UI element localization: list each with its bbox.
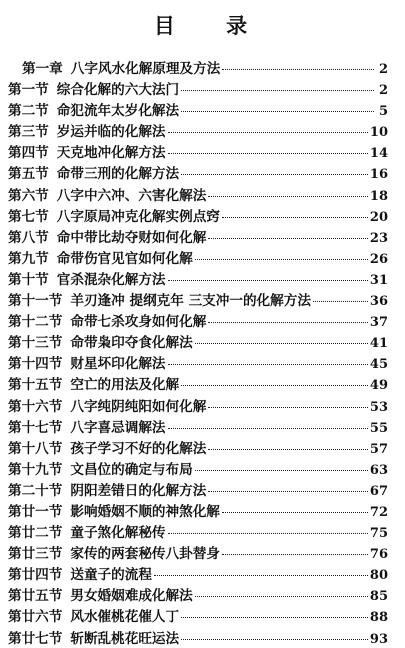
dot-leader bbox=[168, 132, 368, 133]
dot-leader bbox=[208, 449, 368, 450]
toc-entry-page: 14 bbox=[369, 146, 388, 162]
toc-section-entry[interactable] bbox=[8, 521, 388, 542]
dot-leader bbox=[208, 322, 368, 323]
dot-leader bbox=[195, 259, 368, 260]
toc-entry-page: 63 bbox=[369, 462, 388, 478]
toc-entry-number: 第七节 bbox=[8, 208, 49, 225]
toc-entry-page: 41 bbox=[369, 336, 388, 352]
toc-section-entry[interactable] bbox=[8, 226, 388, 247]
toc-entry-title: 影响婚姻不顺的神煞化解 bbox=[70, 503, 220, 520]
toc-chapter-entry[interactable] bbox=[8, 57, 388, 78]
toc-section-entry[interactable] bbox=[8, 584, 388, 605]
toc-entry-title: 命带枭印夺食化解法 bbox=[70, 335, 193, 352]
toc-entry-page: 49 bbox=[369, 378, 388, 394]
dot-leader bbox=[208, 196, 368, 197]
toc-entry-number: 第廿四节 bbox=[8, 567, 63, 584]
toc-entry-page: 75 bbox=[369, 526, 388, 542]
toc-section-entry[interactable] bbox=[8, 162, 388, 183]
toc-entry-title: 命带七杀攻身如何化解 bbox=[70, 314, 207, 331]
dot-leader bbox=[195, 470, 368, 471]
dot-leader bbox=[168, 280, 368, 281]
toc-entry-title: 送童子的流程 bbox=[70, 567, 152, 584]
toc-entry-page: 93 bbox=[369, 631, 388, 647]
toc-entry-page: 45 bbox=[369, 357, 388, 373]
toc-entry-number: 第六节 bbox=[8, 187, 49, 204]
toc-entry-title: 八字纯阴纯阳如何化解 bbox=[70, 398, 207, 415]
toc-section-entry[interactable] bbox=[8, 120, 388, 141]
toc-entry-title: 财星坏印化解法 bbox=[70, 356, 166, 373]
toc-entry-page: 31 bbox=[369, 272, 388, 288]
toc-entry-number: 第十九节 bbox=[8, 461, 63, 478]
dot-leader bbox=[208, 407, 368, 408]
toc-section-entry[interactable] bbox=[8, 563, 388, 584]
toc-entry-number: 第十节 bbox=[8, 271, 49, 288]
toc-entry-title: 命带三刑的化解方法 bbox=[56, 166, 180, 183]
toc-entry-title: 孩子学习不好的化解法 bbox=[70, 440, 207, 457]
page-title: 目 录 bbox=[153, 13, 270, 38]
toc-section-entry[interactable] bbox=[8, 437, 388, 458]
toc-entry-page: 36 bbox=[369, 294, 388, 310]
dot-leader bbox=[195, 596, 368, 597]
toc-entry-number: 第十一节 bbox=[8, 293, 63, 310]
dot-leader bbox=[208, 491, 368, 492]
dot-leader bbox=[168, 364, 368, 365]
toc-entry-page: 53 bbox=[369, 399, 388, 415]
dot-leader bbox=[181, 385, 368, 386]
toc-entry-title: 岁运并临的化解法 bbox=[56, 124, 166, 141]
dot-leader bbox=[154, 575, 368, 576]
dot-leader bbox=[313, 301, 368, 302]
toc-entry-number: 第三节 bbox=[8, 124, 49, 141]
toc-entry-page: 16 bbox=[369, 167, 388, 183]
toc-entry-number: 第十六节 bbox=[8, 398, 63, 415]
dot-leader bbox=[181, 617, 368, 618]
toc-entry-number: 第廿二节 bbox=[8, 525, 63, 542]
toc-entry-number: 第八节 bbox=[8, 229, 49, 246]
toc-section-entry[interactable] bbox=[8, 605, 388, 626]
toc-entry-title: 空亡的用法及化解 bbox=[70, 377, 180, 394]
toc-entry-number: 第十五节 bbox=[8, 377, 63, 394]
toc-entry-title: 阴阳差错日的化解方法 bbox=[70, 482, 207, 499]
toc-entry-title: 童子煞化解秘传 bbox=[70, 525, 166, 542]
dot-leader bbox=[168, 153, 368, 154]
toc-entry-number: 第十七节 bbox=[8, 419, 63, 436]
toc-entry-number: 第廿七节 bbox=[8, 630, 63, 647]
dot-leader bbox=[222, 217, 368, 218]
toc-section-entry[interactable] bbox=[8, 395, 388, 416]
toc-section-entry[interactable] bbox=[8, 78, 388, 99]
dot-leader bbox=[181, 174, 368, 175]
toc-entry-page: 37 bbox=[369, 315, 388, 331]
dot-leader bbox=[222, 69, 374, 70]
toc-section-entry[interactable] bbox=[8, 310, 388, 331]
toc-section-entry[interactable] bbox=[8, 500, 388, 521]
dot-leader bbox=[168, 428, 368, 429]
toc-entry-page: 80 bbox=[369, 568, 388, 584]
toc-entry-page: 55 bbox=[369, 420, 388, 436]
toc-section-entry[interactable] bbox=[8, 458, 388, 479]
dot-leader bbox=[195, 343, 368, 344]
table-of-contents bbox=[8, 57, 388, 648]
toc-entry-page: 85 bbox=[369, 589, 388, 605]
toc-entry-title: 八字喜忌调解法 bbox=[70, 419, 166, 436]
toc-entry-title: 八字原局冲克化解实例点窍 bbox=[56, 208, 220, 225]
toc-entry-title: 文昌位的确定与布局 bbox=[70, 461, 193, 478]
toc-entry-number: 第廿三节 bbox=[8, 546, 63, 563]
toc-entry-title: 羊刃逢冲 提纲克年 三支冲一的化解方法 bbox=[70, 293, 311, 310]
toc-section-entry[interactable] bbox=[8, 352, 388, 373]
toc-section-entry[interactable] bbox=[8, 542, 388, 563]
toc-entry-page: 76 bbox=[369, 547, 388, 563]
toc-entry-title: 命犯流年太岁化解法 bbox=[56, 103, 180, 120]
toc-entry-title: 男女婚姻难成化解法 bbox=[70, 588, 193, 605]
toc-entry-number: 第十四节 bbox=[8, 356, 63, 373]
toc-entry-title: 风水催桃花催人丁 bbox=[70, 609, 180, 626]
toc-section-entry[interactable] bbox=[8, 141, 388, 162]
toc-section-entry[interactable] bbox=[8, 184, 388, 205]
toc-section-entry[interactable] bbox=[8, 289, 388, 310]
toc-entry-title: 天克地冲化解方法 bbox=[56, 145, 166, 162]
toc-entry-title: 综合化解的六大法门 bbox=[56, 82, 180, 99]
toc-entry-number: 第十二节 bbox=[8, 314, 63, 331]
toc-entry-number: 第十八节 bbox=[8, 440, 63, 457]
toc-entry-title: 官杀混杂化解方法 bbox=[56, 271, 166, 288]
toc-entry-page: 67 bbox=[369, 483, 388, 499]
toc-entry-page: 2 bbox=[378, 83, 388, 99]
toc-section-entry[interactable] bbox=[8, 205, 388, 226]
toc-section-entry[interactable] bbox=[8, 268, 388, 289]
toc-entry-number: 第十三节 bbox=[8, 335, 63, 352]
toc-entry-number: 第四节 bbox=[8, 145, 49, 162]
dot-leader bbox=[208, 238, 368, 239]
dot-leader bbox=[181, 90, 374, 91]
dot-leader bbox=[222, 512, 368, 513]
toc-entry-page: 10 bbox=[369, 125, 388, 141]
toc-entry-page: 20 bbox=[369, 209, 388, 225]
toc-entry-page: 57 bbox=[369, 441, 388, 457]
toc-entry-page: 5 bbox=[378, 104, 388, 120]
toc-entry-page: 2 bbox=[378, 62, 388, 77]
toc-entry-number: 第二节 bbox=[8, 103, 49, 120]
dot-leader bbox=[181, 639, 368, 640]
toc-entry-title: 八字中六冲、六害化解法 bbox=[56, 187, 207, 204]
toc-entry-number: 第二十节 bbox=[8, 482, 63, 499]
toc-section-entry[interactable] bbox=[8, 331, 388, 352]
toc-entry-number: 第一章 bbox=[22, 61, 63, 77]
dot-leader bbox=[168, 533, 368, 534]
toc-section-entry[interactable] bbox=[8, 247, 388, 268]
toc-entry-title: 家传的两套秘传八卦替身 bbox=[70, 546, 220, 563]
toc-entry-page: 88 bbox=[369, 610, 388, 626]
toc-section-entry[interactable] bbox=[8, 373, 388, 394]
toc-entry-number: 第一节 bbox=[8, 82, 49, 99]
toc-entry-number: 第九节 bbox=[8, 250, 49, 267]
toc-entry-page: 72 bbox=[369, 504, 388, 520]
dot-leader bbox=[222, 554, 368, 555]
toc-entry-title: 命中带比劫夺财如何化解 bbox=[56, 229, 207, 246]
toc-section-entry[interactable] bbox=[8, 99, 388, 120]
toc-entry-title: 八字风水化解原理及方法 bbox=[70, 61, 221, 77]
toc-entry-page: 26 bbox=[369, 251, 388, 267]
toc-section-entry[interactable] bbox=[8, 627, 388, 648]
toc-entry-number: 第廿六节 bbox=[8, 609, 63, 626]
toc-entry-page: 18 bbox=[369, 188, 388, 204]
toc-entry-title: 斩断乱桃花旺运法 bbox=[70, 630, 180, 647]
toc-section-entry[interactable] bbox=[8, 479, 388, 500]
toc-entry-title: 命带伤官见官如何化解 bbox=[56, 250, 193, 267]
dot-leader bbox=[181, 111, 374, 112]
toc-entry-page: 23 bbox=[369, 230, 388, 246]
toc-section-entry[interactable] bbox=[8, 416, 388, 437]
toc-entry-number: 第廿五节 bbox=[8, 588, 63, 605]
toc-entry-number: 第廿一节 bbox=[8, 503, 63, 520]
toc-entry-number: 第五节 bbox=[8, 166, 49, 183]
